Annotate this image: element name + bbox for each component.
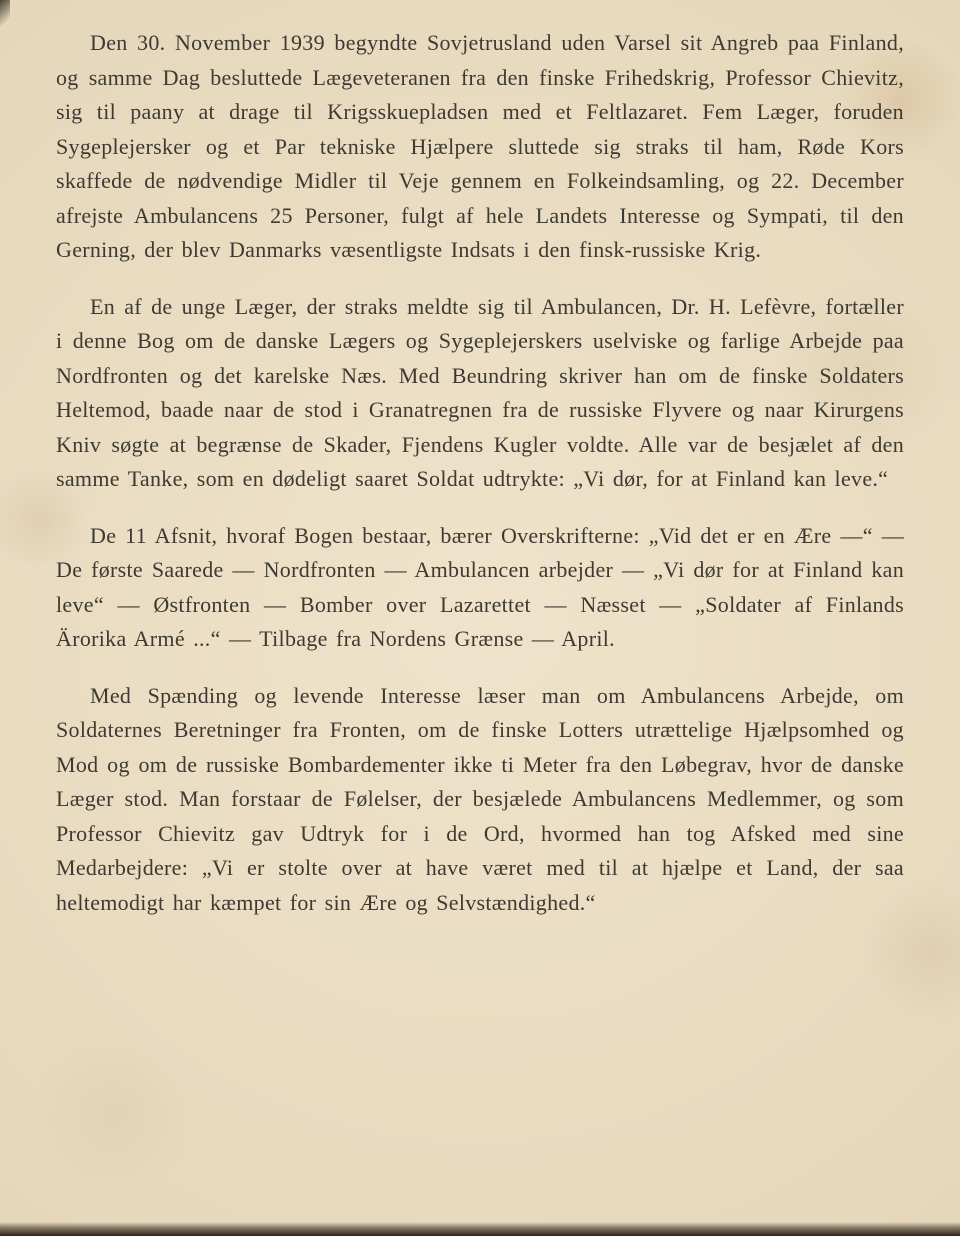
paragraph-1: Den 30. November 1939 begyndte Sovjetrusland uden Varsel sit Angreb paa Finland, og samme Dag besluttede Lægeveteranen fra den finske Frihedskrig, Professor Chievitz, sig til paany at drage til Krigsskuepladsen med et Feltlazaret. Fem Læger, foruden Sygeplejersker og et Par tekniske Hjælpere sluttede sig straks til ham, Røde Kors skaffede de nødvendige Midler til Veje gennem en Folkeindsamling, og 22. December afrejste Ambulancens 25 Personer, fulgt af hele Landets Interesse og Sympati, til den Gerning, der blev Danmarks væsentligste Indsats i den finsk-russiske Krig. bbox=[56, 30, 904, 262]
paragraph-3: De 11 Afsnit, hvoraf Bogen bestaar, bærer Overskrifterne: „Vid det er en Ære —“ — De første Saarede — Nordfronten — Ambulancen arbejder — „Vi dør for at Finland kan leve“ — Østfronten — Bomber over Lazarettet — Næsset — „Soldater af Finlands Ärorika Armé ...“ — Tilbage fra Nordens Grænse — April. bbox=[56, 522, 904, 651]
page-corner-shadow bbox=[0, 0, 10, 26]
paragraph-4: Med Spænding og levende Interesse læser man om Ambulancens Arbejde, om Soldaternes Beretninger fra Fronten, om de finske Lotters utrættelige Hjælpsomhed og Mod og om de russiske Bombardementer ikke ti Meter fra den Løbegrav, hvor de danske Læger stod. Man forstaar de Følelser, der besjælede Ambulancens Medlemmer, og som Professor Chievitz gav Udtryk for i de Ord, hvormed han tog Afsked med sine Medarbejdere: „Vi er stolte over at have været med til at hjælpe et Land, der saa heltemodigt har kæmpet for sin Ære og Selvstændighed.“ bbox=[56, 682, 904, 915]
paragraph-2: En af de unge Læger, der straks meldte sig til Ambulancen, Dr. H. Lefèvre, fortæller i denne Bog om de danske Lægers og Sygeplejerskers uselviske og farlige Arbejde paa Nordfronten og det karelske Næs. Med Beundring skriver han om de finske Soldaters Heltemod, baade naar de stod i Granatregnen fra de russiske Flyvere og naar Kirurgens Kniv søgte at begrænse de Skader, Fjendens Kugler voldte. Alle var de besjælet af den samme Tanke, som en dødeligt saaret Soldat udtrykte: „Vi dør, for at Finland kan leve.“ bbox=[56, 293, 904, 491]
page-bottom-edge-shadow bbox=[0, 1222, 960, 1236]
page-text-block bbox=[56, 26, 904, 920]
